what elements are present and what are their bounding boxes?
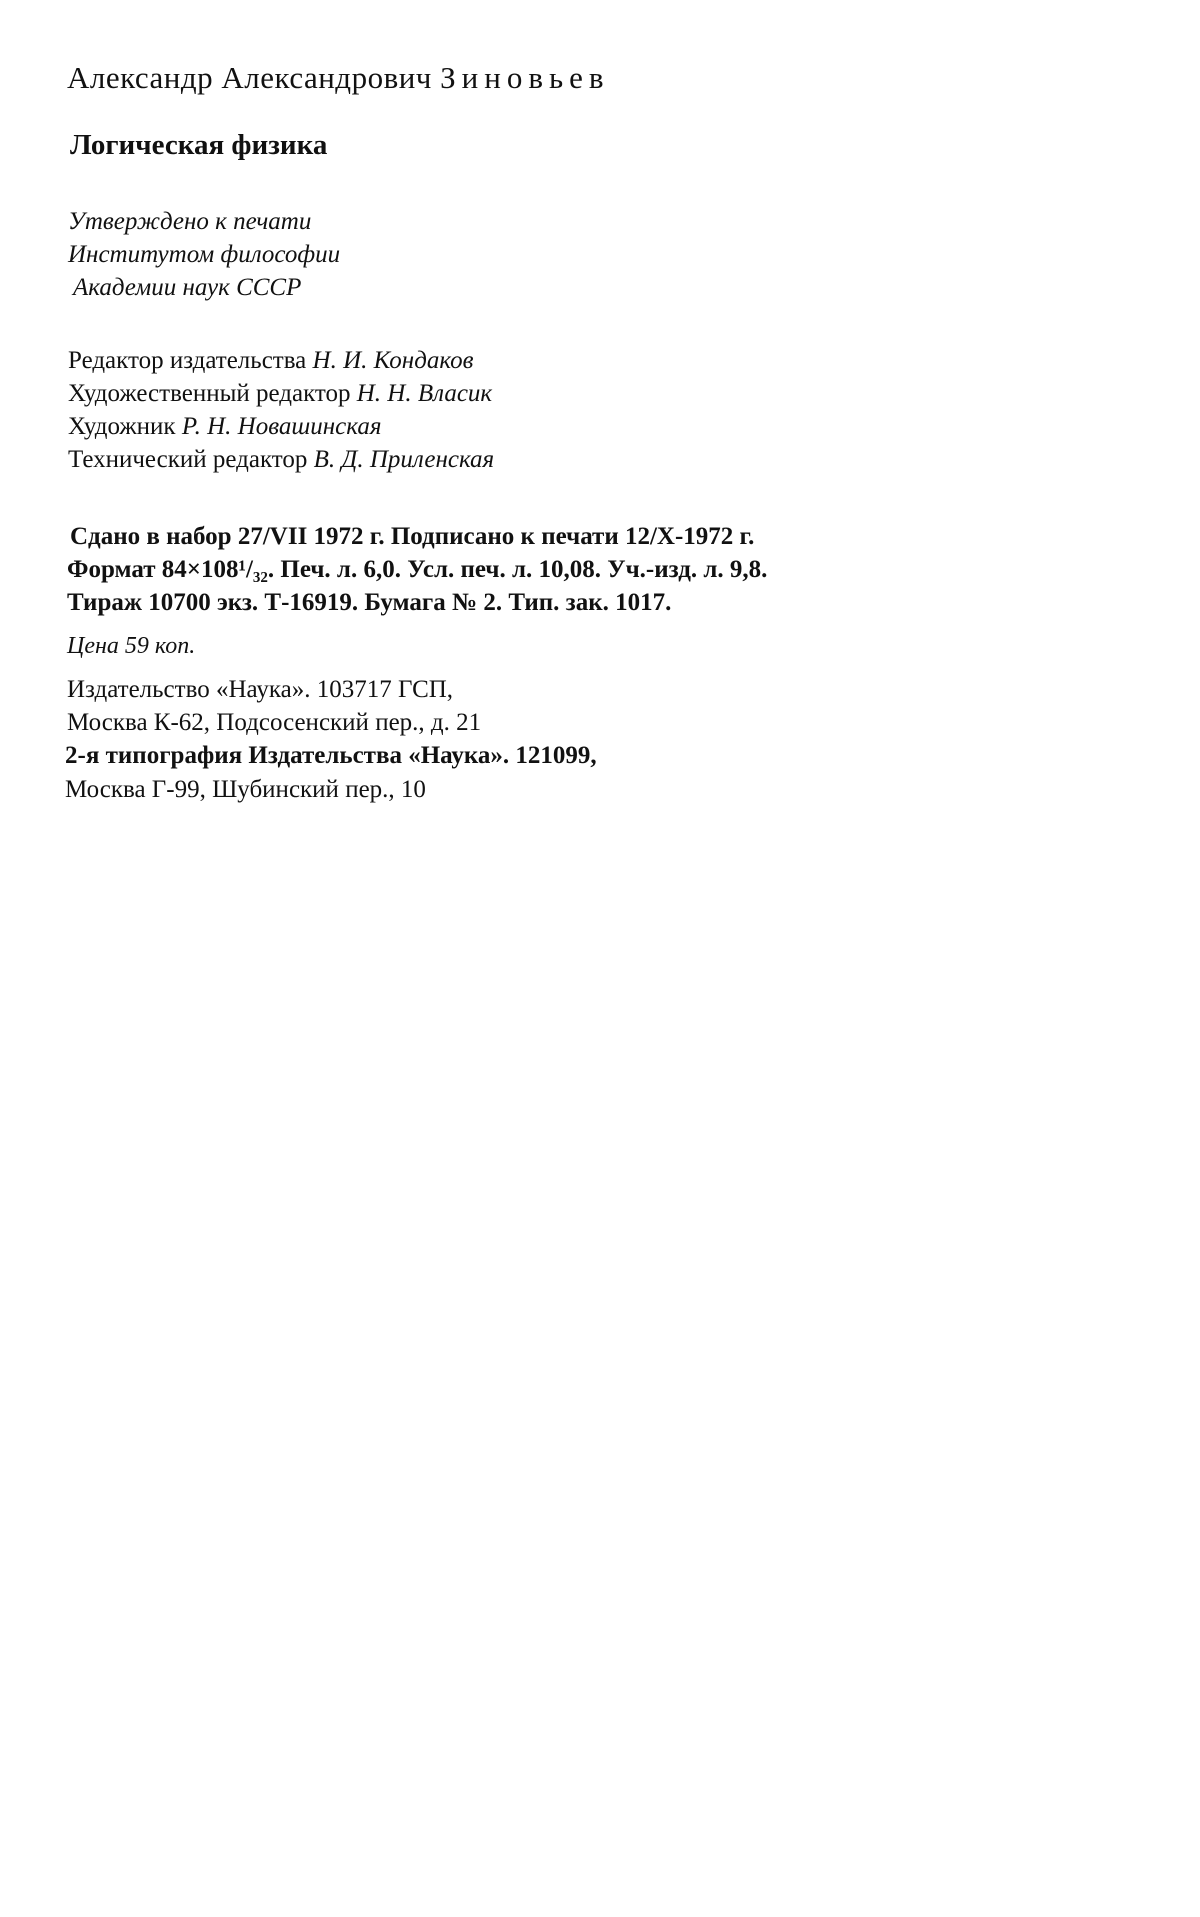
staff-person: Н. И. Кондаков — [312, 347, 474, 374]
price: Цена 59 коп. — [67, 633, 196, 659]
print-info-line: Сдано в набор 27/VII 1972 г. Подписано к печати 12/Х-1972 г. — [70, 523, 755, 550]
staff-role: Редактор издательства — [68, 347, 307, 374]
print-info-line: Тираж 10700 экз. Т-16919. Бумага № 2. Тип. зак. 1017. — [67, 589, 672, 616]
publisher-line: Москва Г-99, Шубинский пер., 10 — [65, 776, 426, 803]
approval-line: Утверждено к печати — [68, 208, 312, 235]
staff-line — [68, 346, 473, 376]
author-name — [67, 60, 610, 96]
staff-role: Художник — [68, 413, 176, 440]
book-title: Логическая физика — [70, 129, 328, 161]
publisher-line: Издательство «Наука». 103717 ГСП, — [67, 676, 454, 703]
approval-line: Институтом философии — [68, 241, 341, 268]
staff-line — [68, 412, 381, 442]
author-surname: Зиновьев — [440, 60, 610, 95]
staff-person: Н. Н. Власик — [356, 380, 493, 407]
staff-role: Технический редактор — [68, 446, 308, 473]
staff-person: Р. Н. Новашинская — [181, 413, 382, 440]
author-given-names: Александр Александрович — [67, 60, 432, 95]
print-info-line: Формат 84×108¹/₃₂. Печ. л. 6,0. Усл. печ. л. 10,08. Уч.-изд. л. 9,8. — [67, 556, 768, 583]
publisher-line: Москва К-62, Подсосенский пер., д. 21 — [67, 709, 482, 736]
staff-line — [68, 445, 494, 475]
approval-line: Академии наук СССР — [73, 274, 302, 301]
publisher-line: 2-я типография Издательства «Наука». 121099, — [65, 742, 597, 769]
staff-line — [68, 379, 492, 409]
staff-person: В. Д. Приленская — [313, 446, 495, 473]
staff-role: Художественный редактор — [68, 380, 351, 407]
